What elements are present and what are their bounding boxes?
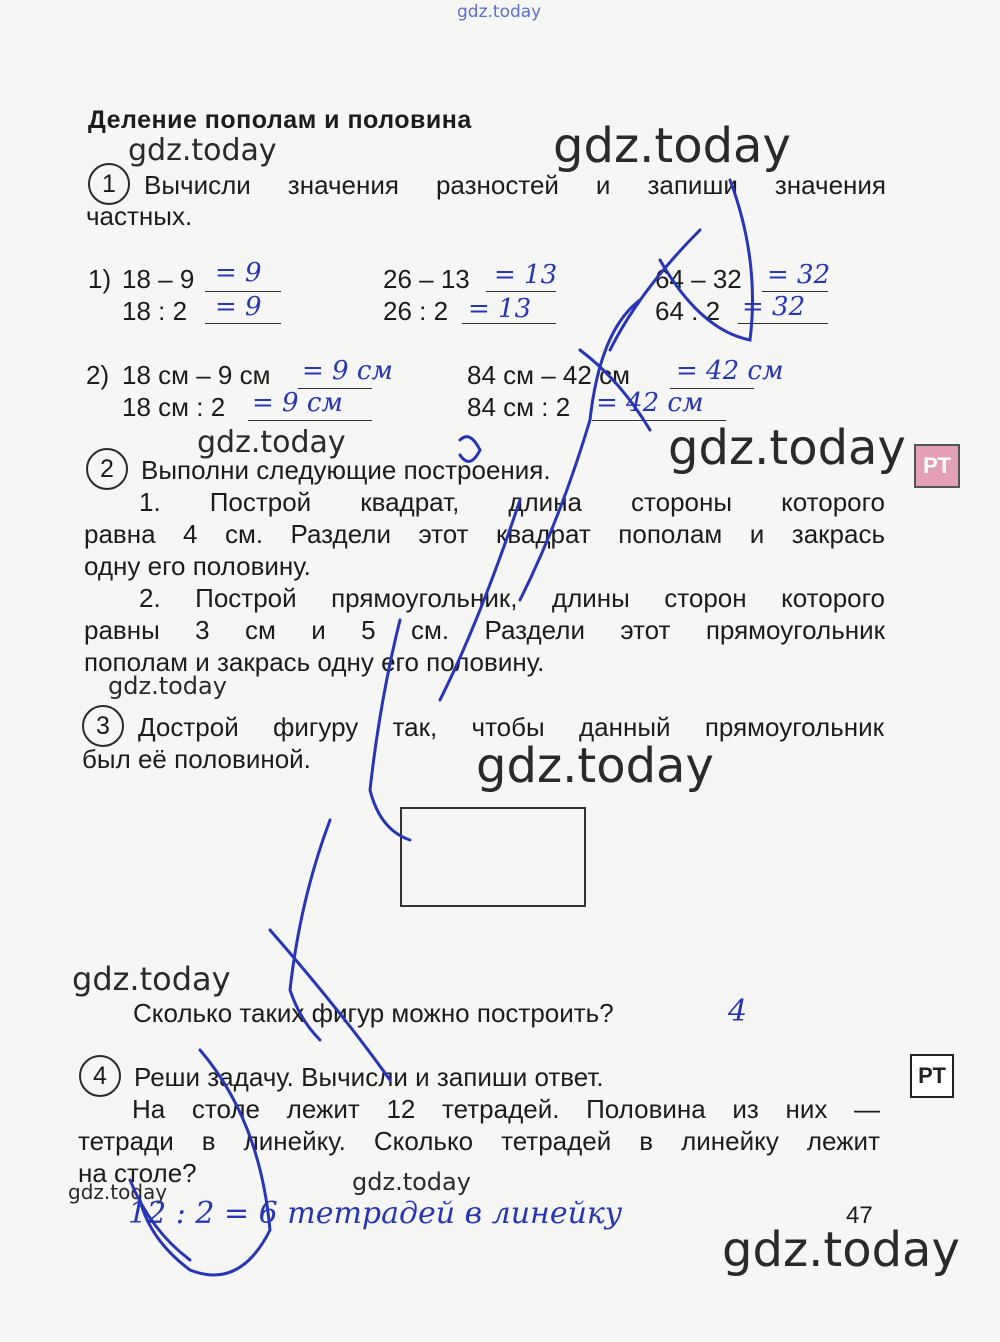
answer-line	[205, 323, 281, 324]
page-number: 47	[846, 1202, 873, 1229]
watermark: gdz.today	[68, 1180, 168, 1204]
task-text: Реши задачу. Вычисли и запиши ответ.	[134, 1062, 604, 1092]
watermark-top: gdz.today	[457, 2, 542, 22]
rt-badge: РТ	[914, 444, 960, 488]
answer: = 42 см	[676, 356, 784, 386]
task-text: 2. Построй прямоугольник, длины сторон которого	[139, 583, 885, 613]
task-text: На столе лежит 12 тетрадей. Половина из них —	[132, 1094, 880, 1124]
watermark: gdz.today	[108, 672, 227, 700]
expression: 64 – 32	[655, 264, 742, 294]
expression: 64 : 2	[655, 296, 721, 326]
watermark: gdz.today	[197, 425, 346, 460]
question-text: Сколько таких фигур можно построить?	[133, 998, 614, 1028]
watermark: gdz.today	[722, 1222, 960, 1278]
row-label: 2)	[86, 360, 110, 390]
expression: 26 : 2	[383, 296, 449, 326]
task-text: равны 3 см и 5 см. Раздели этот прямоугольник	[84, 615, 885, 645]
watermark: gdz.today	[476, 738, 714, 794]
answer-line	[248, 420, 372, 421]
task-text: 1. Построй квадрат, длина стороны которого	[139, 487, 885, 517]
answer: = 9	[215, 292, 262, 322]
task-number: 2	[86, 448, 128, 490]
answer-line	[462, 323, 556, 324]
answer: = 32	[742, 292, 806, 322]
row-label: 1)	[88, 264, 112, 294]
watermark: gdz.today	[72, 960, 231, 998]
task-text: был её половиной.	[82, 744, 311, 774]
watermark: gdz.today	[128, 133, 277, 168]
watermark: gdz.today	[668, 420, 906, 476]
watermark: gdz.today	[352, 1168, 471, 1196]
answer: = 42 см	[596, 388, 704, 418]
task-text: тетради в линейку. Сколько тетрадей в линейку лежит	[78, 1126, 880, 1156]
expression: 18 – 9	[122, 264, 195, 294]
task-text: Вычисли значения разностей и запиши значения	[144, 170, 886, 200]
rt-badge: РТ	[910, 1054, 954, 1098]
answer: = 9 см	[302, 356, 393, 386]
expression: 18 : 2	[122, 296, 188, 326]
task-text: равна 4 см. Раздели этот квадрат пополам и закрась	[84, 519, 885, 549]
task-text: частных.	[86, 201, 193, 231]
answer: = 13	[494, 260, 558, 290]
task-text: одну его половину.	[84, 551, 311, 581]
section-title: Деление пополам и половина	[88, 106, 472, 134]
answer: = 32	[767, 260, 831, 290]
expression: 18 см – 9 см	[122, 360, 271, 390]
answer-line	[486, 291, 556, 292]
task-text: Выполни следующие построения.	[141, 455, 551, 485]
answer: = 9 см	[252, 388, 343, 418]
task-text: пополам и закрась одну его половину.	[84, 647, 545, 677]
answer: = 9	[215, 258, 262, 288]
task-number: 3	[82, 705, 124, 747]
answer-line	[738, 323, 828, 324]
task-text: на столе?	[78, 1158, 197, 1188]
answer: 4	[728, 994, 748, 1029]
answer-line	[592, 420, 726, 421]
expression: 84 см : 2	[467, 392, 571, 422]
expression: 18 см : 2	[122, 392, 226, 422]
expression: 26 – 13	[383, 264, 470, 294]
watermark: gdz.today	[553, 118, 791, 174]
expression: 84 см – 42 см	[467, 360, 630, 390]
given-rectangle	[400, 807, 586, 907]
answer: = 13	[468, 294, 532, 324]
task-text: Дострой фигуру так, чтобы данный прямоугольник	[138, 712, 884, 742]
task-number: 4	[79, 1055, 121, 1097]
task-number: 1	[88, 163, 130, 205]
answer: 12 : 2 = 6 тетрадей в линейку	[128, 1196, 623, 1231]
